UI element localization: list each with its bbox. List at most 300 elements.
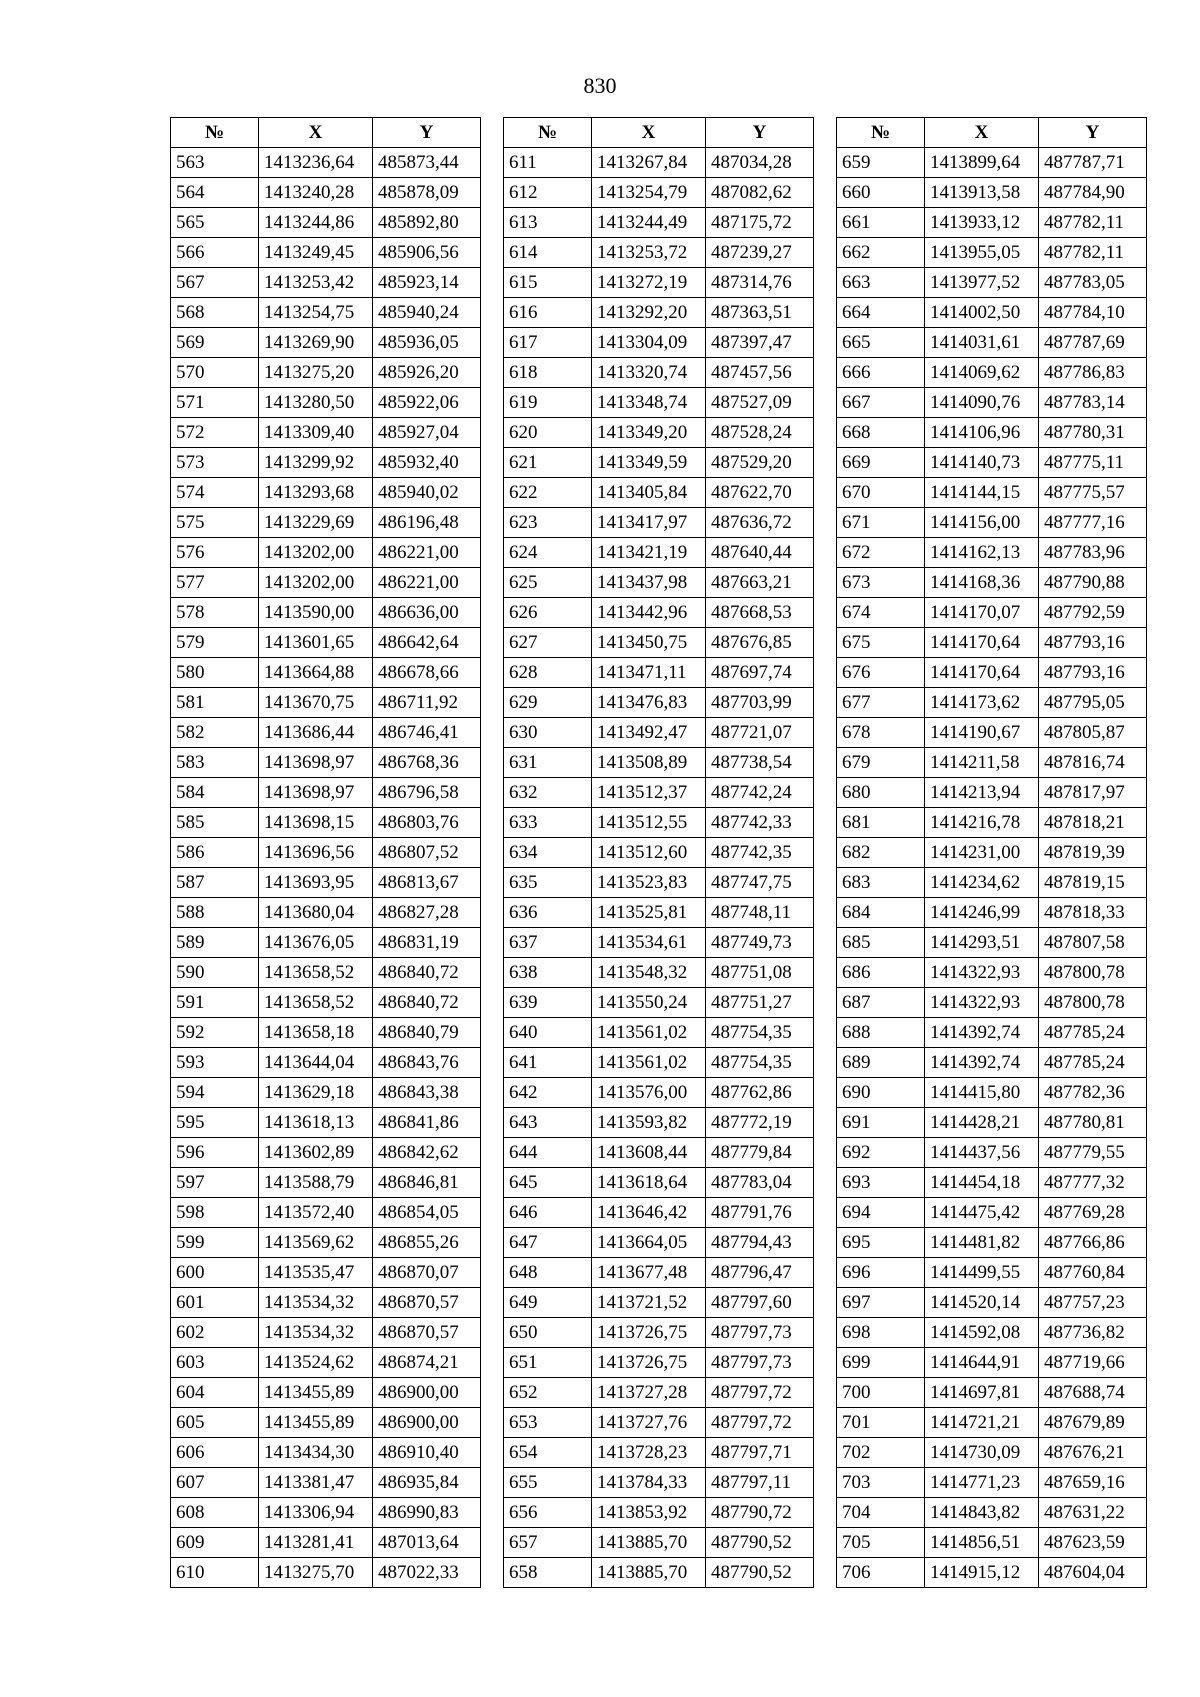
cell-y: 486768,36 — [373, 748, 481, 778]
cell-y: 487785,24 — [1039, 1018, 1147, 1048]
table-row — [171, 268, 481, 298]
cell-x: 1413244,49 — [592, 208, 706, 238]
table-row — [171, 1048, 481, 1078]
cell-number: 598 — [171, 1198, 259, 1228]
table-row — [504, 1498, 814, 1528]
cell-y: 487795,05 — [1039, 688, 1147, 718]
cell-y: 487817,97 — [1039, 778, 1147, 808]
table-row — [171, 358, 481, 388]
cell-number: 647 — [504, 1228, 592, 1258]
cell-y: 487749,73 — [706, 928, 814, 958]
cell-y: 486803,76 — [373, 808, 481, 838]
cell-number: 643 — [504, 1108, 592, 1138]
cell-x: 1413281,41 — [259, 1528, 373, 1558]
table-row — [837, 778, 1147, 808]
cell-number: 658 — [504, 1558, 592, 1588]
cell-y: 487397,47 — [706, 328, 814, 358]
cell-number: 611 — [504, 148, 592, 178]
table-row — [504, 268, 814, 298]
table-row — [837, 1228, 1147, 1258]
table-row — [171, 1198, 481, 1228]
cell-y: 487779,84 — [706, 1138, 814, 1168]
table-row — [171, 1018, 481, 1048]
cell-x: 1413658,52 — [259, 988, 373, 1018]
table-row — [837, 1468, 1147, 1498]
cell-y: 487800,78 — [1039, 958, 1147, 988]
cell-x: 1414915,12 — [925, 1558, 1039, 1588]
cell-x: 1413698,97 — [259, 748, 373, 778]
header-y: Y — [706, 118, 814, 148]
cell-y: 486874,21 — [373, 1348, 481, 1378]
table-row — [171, 868, 481, 898]
table-row — [504, 1108, 814, 1138]
cell-y: 487747,75 — [706, 868, 814, 898]
cell-x: 1414415,80 — [925, 1078, 1039, 1108]
cell-x: 1413727,76 — [592, 1408, 706, 1438]
cell-y: 485936,05 — [373, 328, 481, 358]
cell-y: 486840,72 — [373, 958, 481, 988]
cell-y: 486711,92 — [373, 688, 481, 718]
header-x: X — [925, 118, 1039, 148]
table-row — [171, 388, 481, 418]
cell-number: 613 — [504, 208, 592, 238]
table-row — [837, 1018, 1147, 1048]
cell-x: 1413977,52 — [925, 268, 1039, 298]
table-row — [171, 1348, 481, 1378]
cell-x: 1413618,64 — [592, 1168, 706, 1198]
cell-number: 625 — [504, 568, 592, 598]
cell-x: 1413229,69 — [259, 508, 373, 538]
cell-number: 583 — [171, 748, 259, 778]
cell-number: 585 — [171, 808, 259, 838]
table-row — [504, 1078, 814, 1108]
cell-x: 1414246,99 — [925, 898, 1039, 928]
cell-x: 1413601,65 — [259, 628, 373, 658]
cell-number: 660 — [837, 178, 925, 208]
cell-number: 669 — [837, 448, 925, 478]
cell-y: 485932,40 — [373, 448, 481, 478]
cell-number: 701 — [837, 1408, 925, 1438]
cell-number: 702 — [837, 1438, 925, 1468]
cell-x: 1413525,81 — [592, 898, 706, 928]
cell-number: 663 — [837, 268, 925, 298]
cell-y: 487790,88 — [1039, 568, 1147, 598]
cell-number: 679 — [837, 748, 925, 778]
cell-y: 486990,83 — [373, 1498, 481, 1528]
table-row — [171, 1138, 481, 1168]
cell-number: 685 — [837, 928, 925, 958]
cell-number: 567 — [171, 268, 259, 298]
cell-y: 487818,33 — [1039, 898, 1147, 928]
cell-x: 1414069,62 — [925, 358, 1039, 388]
table-row — [837, 1498, 1147, 1528]
cell-x: 1413244,86 — [259, 208, 373, 238]
cell-x: 1413593,82 — [592, 1108, 706, 1138]
cell-y: 485923,14 — [373, 268, 481, 298]
table-row — [171, 1558, 481, 1588]
cell-y: 487790,72 — [706, 1498, 814, 1528]
cell-x: 1413726,75 — [592, 1318, 706, 1348]
cell-number: 662 — [837, 238, 925, 268]
cell-x: 1413275,20 — [259, 358, 373, 388]
table-header-row — [837, 118, 1147, 148]
cell-x: 1413899,64 — [925, 148, 1039, 178]
cell-x: 1414322,93 — [925, 958, 1039, 988]
table-row — [837, 1558, 1147, 1588]
table-row — [504, 718, 814, 748]
table-row — [171, 298, 481, 328]
cell-y: 487797,72 — [706, 1408, 814, 1438]
cell-x: 1413253,72 — [592, 238, 706, 268]
cell-number: 653 — [504, 1408, 592, 1438]
cell-x: 1413670,75 — [259, 688, 373, 718]
table-row — [171, 1228, 481, 1258]
cell-x: 1413576,00 — [592, 1078, 706, 1108]
header-number: № — [171, 118, 259, 148]
cell-y: 487787,69 — [1039, 328, 1147, 358]
header-y: Y — [373, 118, 481, 148]
table-row — [837, 148, 1147, 178]
cell-x: 1413272,19 — [592, 268, 706, 298]
coordinates-table-3 — [836, 117, 1147, 1588]
cell-x: 1413602,89 — [259, 1138, 373, 1168]
cell-x: 1414173,62 — [925, 688, 1039, 718]
cell-x: 1414144,15 — [925, 478, 1039, 508]
cell-number: 683 — [837, 868, 925, 898]
table-row — [837, 928, 1147, 958]
cell-number: 594 — [171, 1078, 259, 1108]
cell-y: 487529,20 — [706, 448, 814, 478]
cell-x: 1414644,91 — [925, 1348, 1039, 1378]
cell-number: 666 — [837, 358, 925, 388]
cell-y: 487719,66 — [1039, 1348, 1147, 1378]
cell-number: 588 — [171, 898, 259, 928]
table-row — [504, 658, 814, 688]
cell-y: 487082,62 — [706, 178, 814, 208]
table-row — [171, 478, 481, 508]
cell-y: 487797,11 — [706, 1468, 814, 1498]
table-row — [171, 1078, 481, 1108]
cell-number: 699 — [837, 1348, 925, 1378]
cell-x: 1413512,55 — [592, 808, 706, 838]
cell-x: 1413588,79 — [259, 1168, 373, 1198]
cell-number: 642 — [504, 1078, 592, 1108]
cell-x: 1414156,00 — [925, 508, 1039, 538]
cell-y: 485926,20 — [373, 358, 481, 388]
table-row — [837, 1108, 1147, 1138]
table-row — [171, 418, 481, 448]
cell-number: 687 — [837, 988, 925, 1018]
cell-number: 582 — [171, 718, 259, 748]
cell-x: 1413280,50 — [259, 388, 373, 418]
cell-number: 596 — [171, 1138, 259, 1168]
cell-x: 1413885,70 — [592, 1558, 706, 1588]
cell-number: 563 — [171, 148, 259, 178]
table-row — [504, 808, 814, 838]
cell-number: 575 — [171, 508, 259, 538]
table-row — [504, 1228, 814, 1258]
table-row — [504, 508, 814, 538]
cell-number: 628 — [504, 658, 592, 688]
table-row — [504, 568, 814, 598]
cell-y: 487022,33 — [373, 1558, 481, 1588]
table-row — [837, 178, 1147, 208]
table-row — [504, 1318, 814, 1348]
cell-y: 487787,71 — [1039, 148, 1147, 178]
page-number: 830 — [583, 73, 617, 98]
cell-y: 487797,71 — [706, 1438, 814, 1468]
cell-y: 487736,82 — [1039, 1318, 1147, 1348]
cell-x: 1413292,20 — [592, 298, 706, 328]
cell-y: 487623,59 — [1039, 1528, 1147, 1558]
cell-number: 696 — [837, 1258, 925, 1288]
cell-y: 487663,21 — [706, 568, 814, 598]
table-row — [171, 1408, 481, 1438]
table-row — [171, 1528, 481, 1558]
cell-y: 487784,90 — [1039, 178, 1147, 208]
cell-number: 680 — [837, 778, 925, 808]
cell-x: 1413254,79 — [592, 178, 706, 208]
cell-number: 657 — [504, 1528, 592, 1558]
table-row — [837, 868, 1147, 898]
table-row — [837, 658, 1147, 688]
cell-number: 659 — [837, 148, 925, 178]
cell-number: 577 — [171, 568, 259, 598]
cell-y: 486854,05 — [373, 1198, 481, 1228]
cell-x: 1414162,13 — [925, 538, 1039, 568]
cell-y: 486636,00 — [373, 598, 481, 628]
cell-x: 1413608,44 — [592, 1138, 706, 1168]
cell-x: 1413512,60 — [592, 838, 706, 868]
cell-x: 1413696,56 — [259, 838, 373, 868]
cell-y: 486796,58 — [373, 778, 481, 808]
cell-x: 1414771,23 — [925, 1468, 1039, 1498]
cell-x: 1414231,00 — [925, 838, 1039, 868]
cell-number: 592 — [171, 1018, 259, 1048]
cell-number: 665 — [837, 328, 925, 358]
cell-x: 1414475,42 — [925, 1198, 1039, 1228]
cell-y: 486846,81 — [373, 1168, 481, 1198]
cell-number: 591 — [171, 988, 259, 1018]
table-row — [504, 328, 814, 358]
table-header-row — [504, 118, 814, 148]
cell-number: 678 — [837, 718, 925, 748]
table-row — [837, 388, 1147, 418]
table-row — [837, 1258, 1147, 1288]
cell-x: 1414170,64 — [925, 658, 1039, 688]
cell-x: 1414843,82 — [925, 1498, 1039, 1528]
cell-number: 644 — [504, 1138, 592, 1168]
cell-x: 1413933,12 — [925, 208, 1039, 238]
table-row — [171, 1468, 481, 1498]
coordinates-table-1 — [170, 117, 481, 1588]
table-row — [171, 1108, 481, 1138]
cell-x: 1413523,83 — [592, 868, 706, 898]
cell-x: 1413309,40 — [259, 418, 373, 448]
cell-x: 1414293,51 — [925, 928, 1039, 958]
cell-number: 676 — [837, 658, 925, 688]
table-row — [837, 808, 1147, 838]
cell-number: 626 — [504, 598, 592, 628]
cell-y: 487786,83 — [1039, 358, 1147, 388]
table-row — [504, 1138, 814, 1168]
cell-x: 1413698,15 — [259, 808, 373, 838]
cell-y: 487790,52 — [706, 1558, 814, 1588]
cell-number: 580 — [171, 658, 259, 688]
cell-number: 697 — [837, 1288, 925, 1318]
cell-x: 1413442,96 — [592, 598, 706, 628]
cell-x: 1413629,18 — [259, 1078, 373, 1108]
table-row — [504, 1198, 814, 1228]
table-row — [837, 628, 1147, 658]
cell-y: 486827,28 — [373, 898, 481, 928]
cell-number: 633 — [504, 808, 592, 838]
table-row — [504, 1048, 814, 1078]
table-row — [171, 1498, 481, 1528]
cell-x: 1414216,78 — [925, 808, 1039, 838]
cell-x: 1413524,62 — [259, 1348, 373, 1378]
table-row — [504, 868, 814, 898]
cell-x: 1413476,83 — [592, 688, 706, 718]
cell-number: 589 — [171, 928, 259, 958]
cell-number: 691 — [837, 1108, 925, 1138]
cell-y: 487659,16 — [1039, 1468, 1147, 1498]
cell-number: 619 — [504, 388, 592, 418]
cell-x: 1413664,88 — [259, 658, 373, 688]
cell-number: 573 — [171, 448, 259, 478]
cell-x: 1413561,02 — [592, 1048, 706, 1078]
cell-number: 616 — [504, 298, 592, 328]
table-row — [171, 508, 481, 538]
cell-x: 1414140,73 — [925, 448, 1039, 478]
cell-y: 487640,44 — [706, 538, 814, 568]
cell-y: 486746,41 — [373, 718, 481, 748]
header-x: X — [592, 118, 706, 148]
cell-x: 1413275,70 — [259, 1558, 373, 1588]
cell-y: 487631,22 — [1039, 1498, 1147, 1528]
cell-x: 1413534,32 — [259, 1288, 373, 1318]
cell-y: 487703,99 — [706, 688, 814, 718]
table-row — [504, 1258, 814, 1288]
table-row — [837, 508, 1147, 538]
cell-number: 608 — [171, 1498, 259, 1528]
cell-y: 487790,52 — [706, 1528, 814, 1558]
table-row — [837, 988, 1147, 1018]
cell-number: 632 — [504, 778, 592, 808]
cell-y: 486221,00 — [373, 568, 481, 598]
cell-number: 677 — [837, 688, 925, 718]
cell-number: 641 — [504, 1048, 592, 1078]
cell-number: 624 — [504, 538, 592, 568]
cell-number: 705 — [837, 1528, 925, 1558]
cell-y: 487363,51 — [706, 298, 814, 328]
cell-x: 1413512,37 — [592, 778, 706, 808]
table-row — [837, 538, 1147, 568]
cell-x: 1413534,32 — [259, 1318, 373, 1348]
cell-y: 485878,09 — [373, 178, 481, 208]
cell-number: 578 — [171, 598, 259, 628]
cell-x: 1414090,76 — [925, 388, 1039, 418]
cell-number: 610 — [171, 1558, 259, 1588]
cell-number: 694 — [837, 1198, 925, 1228]
table-row — [837, 448, 1147, 478]
cell-x: 1414190,67 — [925, 718, 1039, 748]
cell-number: 703 — [837, 1468, 925, 1498]
cell-x: 1413320,74 — [592, 358, 706, 388]
cell-x: 1413784,33 — [592, 1468, 706, 1498]
cell-y: 486843,76 — [373, 1048, 481, 1078]
table-row — [504, 928, 814, 958]
cell-x: 1414437,56 — [925, 1138, 1039, 1168]
cell-number: 682 — [837, 838, 925, 868]
cell-number: 673 — [837, 568, 925, 598]
cell-number: 590 — [171, 958, 259, 988]
cell-number: 684 — [837, 898, 925, 928]
cell-y: 487676,21 — [1039, 1438, 1147, 1468]
cell-number: 566 — [171, 238, 259, 268]
table-row — [504, 1408, 814, 1438]
cell-x: 1414211,58 — [925, 748, 1039, 778]
cell-number: 614 — [504, 238, 592, 268]
table-row — [171, 568, 481, 598]
cell-x: 1414428,21 — [925, 1108, 1039, 1138]
table-row — [504, 598, 814, 628]
cell-x: 1414856,51 — [925, 1528, 1039, 1558]
cell-number: 620 — [504, 418, 592, 448]
cell-number: 674 — [837, 598, 925, 628]
cell-y: 487679,89 — [1039, 1408, 1147, 1438]
cell-number: 569 — [171, 328, 259, 358]
cell-number: 700 — [837, 1378, 925, 1408]
cell-y: 487783,96 — [1039, 538, 1147, 568]
cell-y: 486900,00 — [373, 1378, 481, 1408]
cell-number: 604 — [171, 1378, 259, 1408]
table-row — [171, 1258, 481, 1288]
cell-number: 606 — [171, 1438, 259, 1468]
cell-y: 487775,11 — [1039, 448, 1147, 478]
table-row — [504, 1168, 814, 1198]
cell-number: 586 — [171, 838, 259, 868]
table-row — [837, 898, 1147, 928]
cell-y: 487760,84 — [1039, 1258, 1147, 1288]
cell-y: 486843,38 — [373, 1078, 481, 1108]
cell-y: 487721,07 — [706, 718, 814, 748]
cell-x: 1414031,61 — [925, 328, 1039, 358]
cell-x: 1414721,21 — [925, 1408, 1039, 1438]
cell-x: 1413249,45 — [259, 238, 373, 268]
table-row — [504, 238, 814, 268]
cell-number: 564 — [171, 178, 259, 208]
cell-number: 607 — [171, 1468, 259, 1498]
cell-y: 487622,70 — [706, 478, 814, 508]
cell-y: 487738,54 — [706, 748, 814, 778]
table-row — [504, 628, 814, 658]
cell-x: 1413455,89 — [259, 1408, 373, 1438]
cell-x: 1413572,40 — [259, 1198, 373, 1228]
cell-number: 670 — [837, 478, 925, 508]
cell-number: 576 — [171, 538, 259, 568]
cell-x: 1413728,23 — [592, 1438, 706, 1468]
table-row — [171, 748, 481, 778]
table-row — [837, 838, 1147, 868]
cell-number: 640 — [504, 1018, 592, 1048]
cell-number: 704 — [837, 1498, 925, 1528]
table-row — [837, 1378, 1147, 1408]
cell-x: 1413548,32 — [592, 958, 706, 988]
table-row — [837, 718, 1147, 748]
cell-x: 1413202,00 — [259, 538, 373, 568]
table-row — [171, 1288, 481, 1318]
